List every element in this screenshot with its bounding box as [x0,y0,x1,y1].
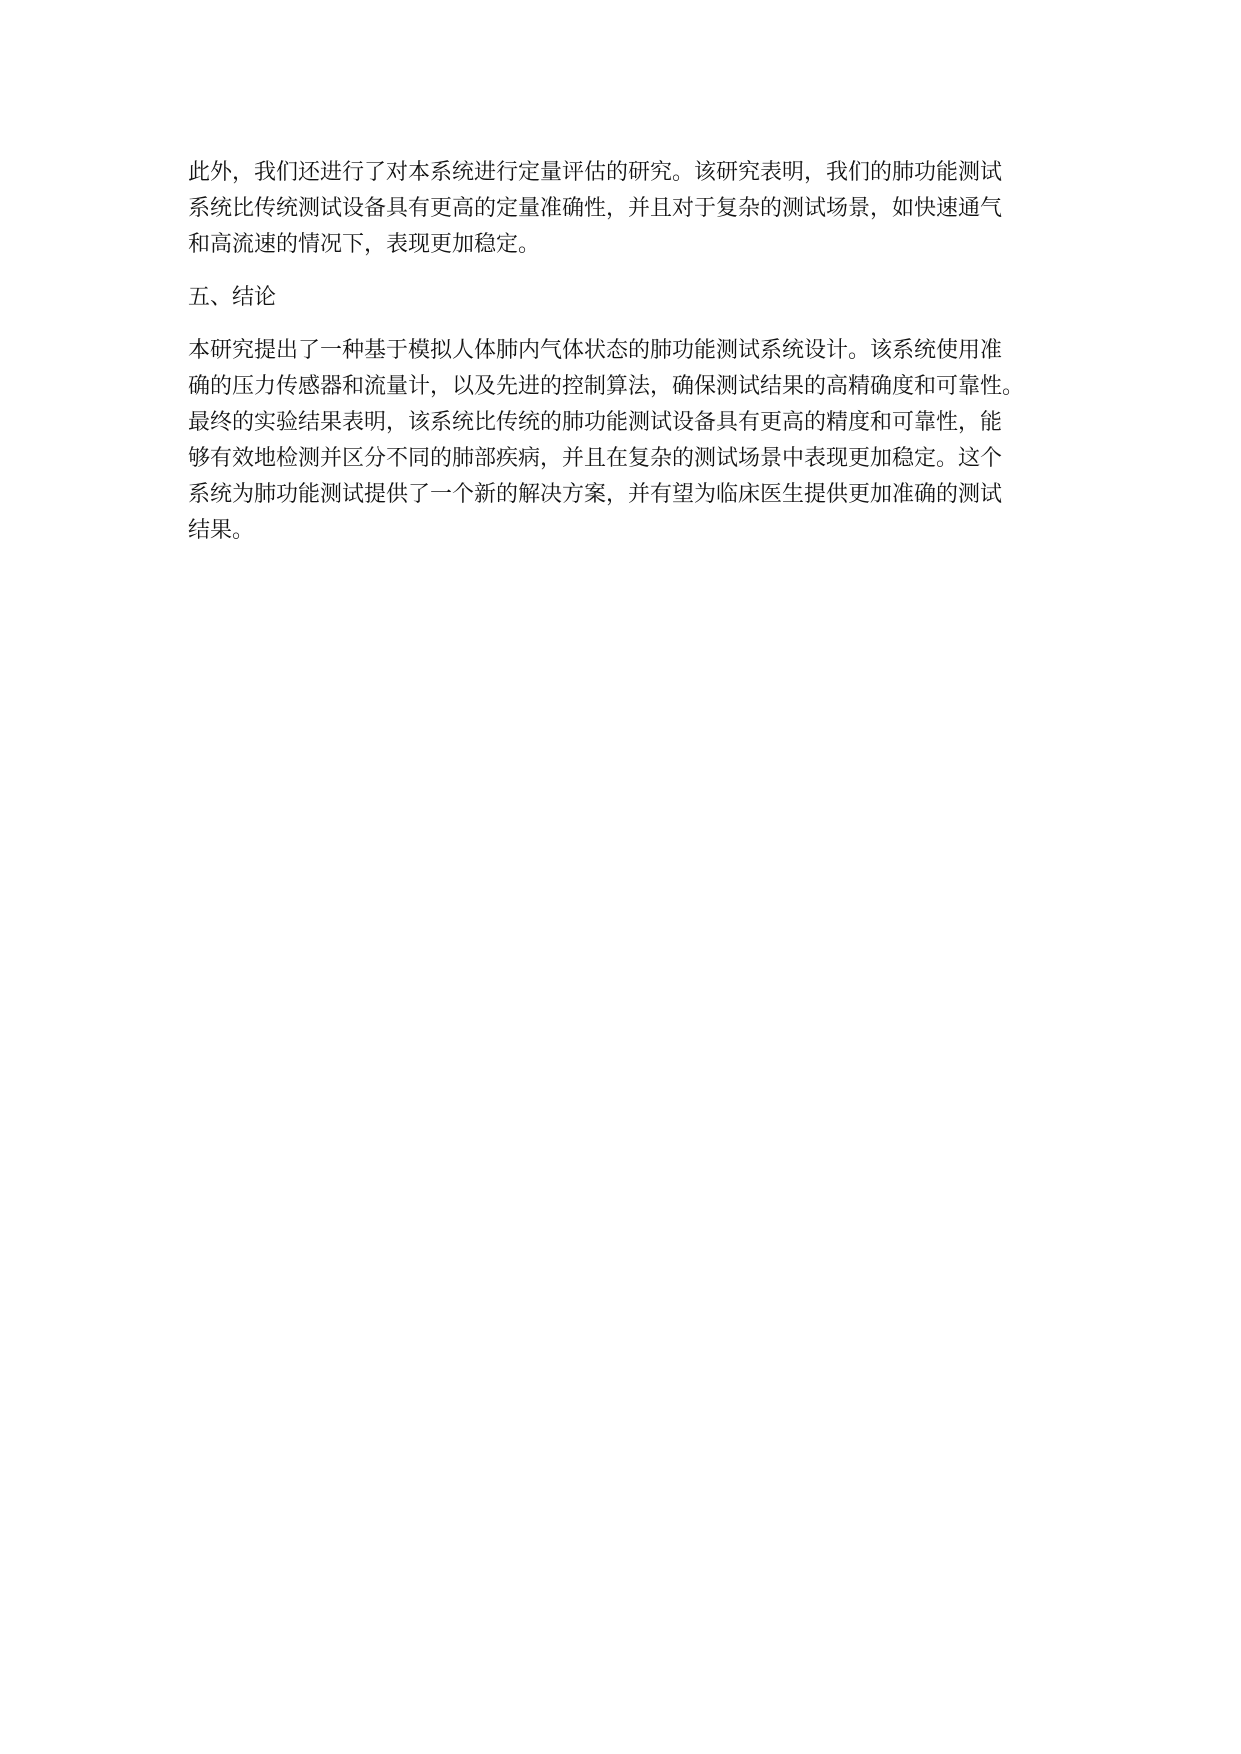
paragraph-evaluation [188,155,1088,263]
paragraph-line: 够有效地检测并区分不同的肺部疾病，并且在复杂的测试场景中表现更加稳定。这个 [188,446,1003,471]
paragraph-line: 此外，我们还进行了对本系统进行定量评估的研究。该研究表明，我们的肺功能测试 [188,160,1003,185]
section-heading-text: 五、结论 [188,285,277,310]
paragraph-conclusion [188,333,1088,549]
document-body [188,155,1088,549]
section-heading-conclusion [188,280,1088,316]
paragraph-line: 和高流速的情况下，表现更加稳定。 [188,232,541,257]
paragraph-line: 确的压力传感器和流量计，以及先进的控制算法，确保测试结果的高精确度和可靠性。 [188,374,1025,399]
paragraph-line: 本研究提出了一种基于模拟人体肺内气体状态的肺功能测试系统设计。该系统使用准 [188,338,1003,363]
paragraph-line: 系统比传统测试设备具有更高的定量准确性，并且对于复杂的测试场景，如快速通气 [188,196,1003,221]
paragraph-line: 最终的实验结果表明，该系统比传统的肺功能测试设备具有更高的精度和可靠性，能 [188,410,1003,435]
paragraph-line: 系统为肺功能测试提供了一个新的解决方案，并有望为临床医生提供更加准确的测试 [188,482,1003,507]
paragraph-line: 结果。 [188,518,255,543]
